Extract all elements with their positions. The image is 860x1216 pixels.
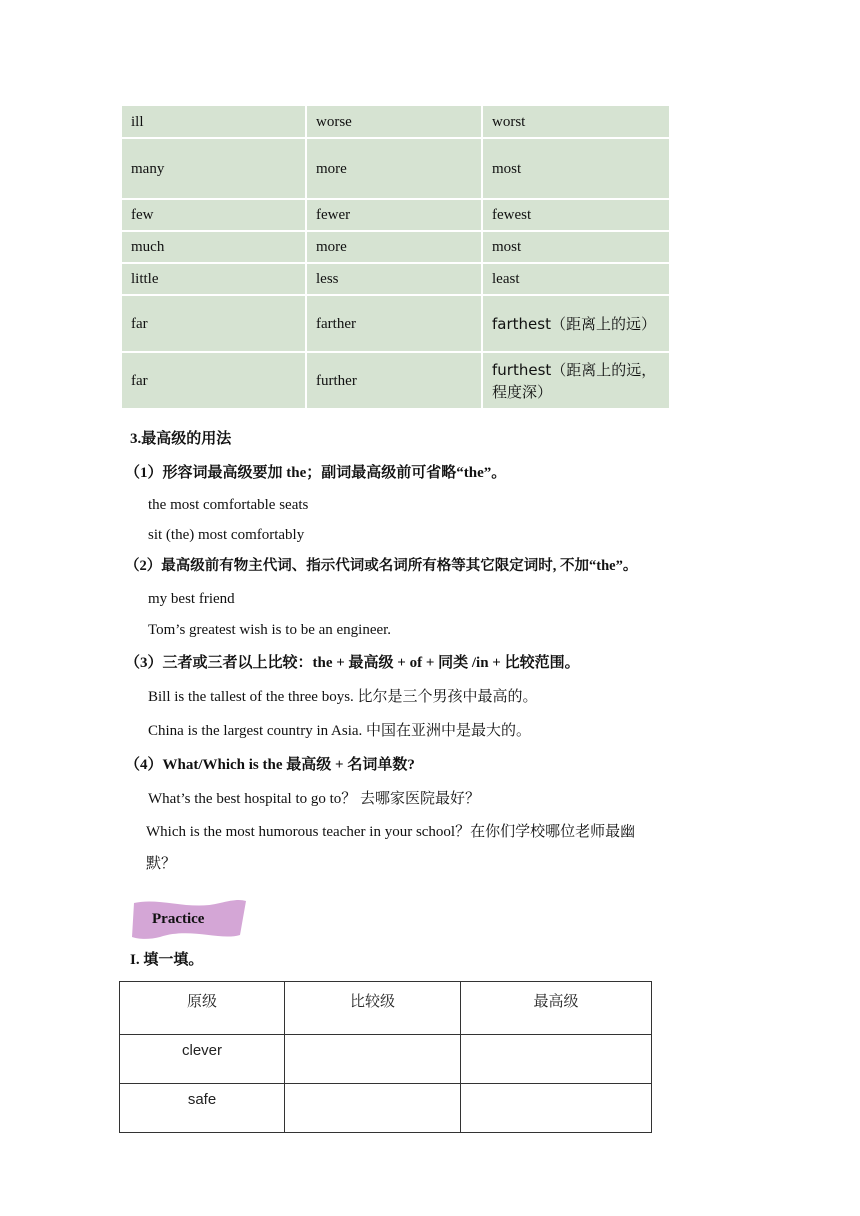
table-cell: far [121,352,306,409]
table-cell: worse [306,105,482,138]
example-text: Which is the most humorous teacher in your school？在你们学校哪位老师最幽 [146,824,636,840]
answer-cell[interactable] [461,1084,652,1133]
table-cell: further [306,352,482,409]
column-header: 比较级 [285,982,461,1035]
answer-cell[interactable] [285,1035,461,1084]
table-row [120,1084,652,1133]
example-text: Bill is the tallest of the three boys. 比尔是三个男孩中最高的。 [148,689,538,705]
table-row [121,231,670,263]
table-row [120,1035,652,1084]
table-row [121,199,670,231]
rule-1: （1）形容词最高级要加 the；副词最高级前可省略“the”。 [125,465,507,481]
example-text: my best friend [148,591,235,607]
example-text: China is the largest country in Asia. 中国在亚洲中是最大的。 [148,723,532,739]
table-cell: many [121,138,306,199]
table-cell: least [482,263,670,295]
answer-cell[interactable] [461,1035,652,1084]
task-title: I. 填一填。 [130,952,204,968]
table-cell: far [121,295,306,352]
table-cell: ill [121,105,306,138]
answer-cell[interactable] [285,1084,461,1133]
table-cell: more [306,231,482,263]
table-row [121,352,670,409]
table-header-row [120,982,652,1035]
table-cell: more [306,138,482,199]
rule-4: （4）What/Which is the 最高级 + 名词单数? [125,757,415,773]
table-cell: clever [120,1035,285,1084]
table-cell: less [306,263,482,295]
table-row [121,263,670,295]
table-cell: farther [306,295,482,352]
table-cell: most [482,231,670,263]
column-header: 最高级 [461,982,652,1035]
table-cell: worst [482,105,670,138]
example-text: 默？ [146,856,177,872]
table-row [121,138,670,199]
table-cell: fewer [306,199,482,231]
practice-label: Practice [152,911,205,927]
column-header: 原级 [120,982,285,1035]
practice-table [119,981,652,1133]
table-cell: safe [120,1084,285,1133]
table-cell: few [121,199,306,231]
example-text: sit (the) most comfortably [148,527,305,543]
example-text: What’s the best hospital to go to？ 去哪家医院最好？ [148,791,481,807]
rule-2: （2）最高级前有物主代词、指示代词或名词所有格等其它限定词时, 不加“the”。 [125,558,638,574]
example-text: Tom’s greatest wish is to be an engineer. [148,622,392,638]
table-cell: much [121,231,306,263]
table-row [121,295,670,352]
irregular-forms-table [120,104,671,410]
section-heading: 3.最高级的用法 [130,431,232,447]
rule-3: （3）三者或三者以上比较：the + 最高级 + of + 同类 /in + 比较范围。 [125,655,580,671]
table-row [121,105,670,138]
example-text: the most comfortable seats [148,497,309,513]
table-cell: fewest [482,199,670,231]
table-cell: most [482,138,670,199]
table-cell: farthest（距离上的远） [482,295,670,352]
table-cell: little [121,263,306,295]
table-cell: furthest（距离上的远，程度深） [482,352,670,409]
